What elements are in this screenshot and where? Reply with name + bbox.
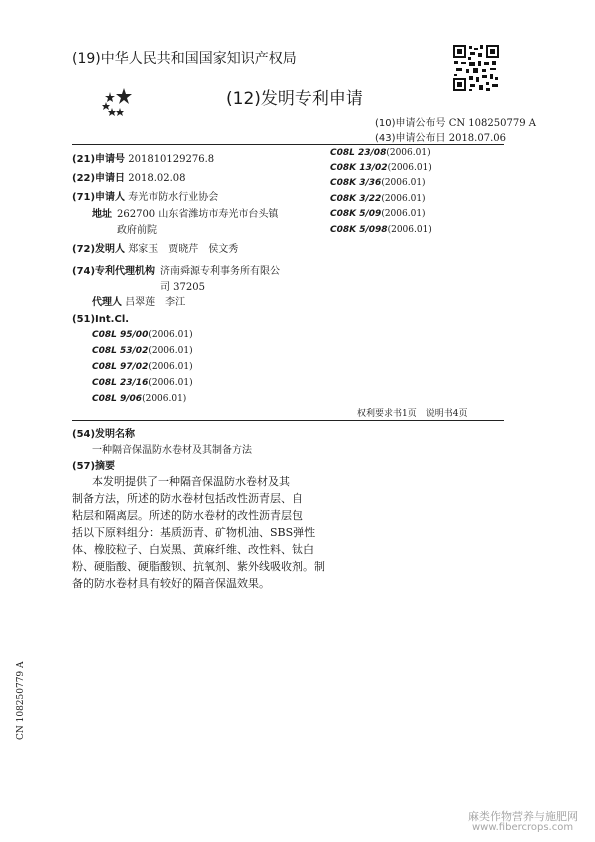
patent-office-emblem	[98, 86, 136, 120]
biblio-divider	[72, 420, 504, 421]
intcl-version: (2006.01)	[387, 163, 432, 173]
agents-value: 吕翠莲 李江	[125, 297, 186, 308]
abstract-label: (57)摘要	[72, 461, 116, 472]
emblem-stars-icon	[98, 86, 136, 120]
side-publication-number: CN 108250779 A	[16, 661, 26, 740]
intcl-code: C08K 5/09	[330, 209, 382, 219]
intcl-version: (2006.01)	[381, 209, 426, 219]
publication-number-label: (10)申请公布号	[375, 118, 446, 129]
agents	[92, 293, 185, 308]
intcl-item	[92, 394, 186, 404]
inventors	[72, 240, 238, 255]
publication-number	[375, 114, 536, 129]
watermark-line-2: www.fibercrops.com	[472, 822, 574, 833]
right-intcl-item	[330, 148, 431, 158]
intcl-code: C08L 97/02	[92, 362, 149, 372]
intcl-version: (2006.01)	[148, 330, 193, 340]
header-divider	[72, 144, 504, 145]
intcl-code: C08L 23/08	[330, 148, 387, 158]
intcl-code: C08L 23/16	[92, 378, 149, 388]
right-intcl-item	[330, 163, 432, 173]
applicant	[72, 188, 218, 203]
intcl-version: (2006.01)	[148, 378, 193, 388]
right-intcl-item	[330, 178, 426, 188]
intcl-code: C08K 5/098	[330, 225, 388, 235]
address-line-2: 政府前院	[117, 225, 157, 236]
abstract-line: 粘层和隔离层。所述的防水卷材的改性沥青层包	[72, 509, 303, 522]
applicant-label: (71)申请人	[72, 192, 126, 203]
intcl-code: C08K 3/36	[330, 178, 382, 188]
application-date	[72, 169, 186, 184]
qr-code	[452, 44, 500, 92]
intcl-version: (2006.01)	[148, 362, 193, 372]
right-intcl-item	[330, 194, 426, 204]
agency-label: (74)专利代理机构	[72, 266, 156, 277]
intcl-version: (2006.01)	[381, 178, 426, 188]
invention-title-label: (54)发明名称	[72, 429, 136, 440]
abstract-line: 制备方法，所述的防水卷材包括改性沥青层、自	[72, 492, 303, 505]
intcl-version: (2006.01)	[386, 148, 431, 158]
intcl-code: C08K 13/02	[330, 163, 388, 173]
application-number-value: 201810129276.8	[128, 154, 215, 165]
intcl-code: C08L 53/02	[92, 346, 149, 356]
publication-date-label: (43)申请公布日	[375, 133, 446, 144]
intcl-version: (2006.01)	[148, 346, 193, 356]
abstract-line: 体、橡胶粒子、白炭黑、黄麻纤维、改性料、钛白	[72, 543, 314, 556]
abstract-line: 括以下原料组分：基质沥青、矿物机油、SBS弹性	[72, 526, 316, 539]
publication-date-value: 2018.07.06	[448, 133, 506, 144]
application-date-value: 2018.02.08	[128, 173, 186, 184]
publication-number-value: CN 108250779 A	[448, 118, 536, 129]
office-name: (19)中华人民共和国国家知识产权局	[72, 51, 297, 67]
abstract-line: 备的防水卷材具有较好的隔音保温效果。	[72, 577, 270, 590]
document-type-title: (12)发明专利申请	[226, 89, 363, 109]
application-date-label: (22)申请日	[72, 173, 126, 184]
intcl-version: (2006.01)	[381, 194, 426, 204]
inventors-label: (72)发明人	[72, 244, 126, 255]
intcl-version: (2006.01)	[387, 225, 432, 235]
invention-title: 一种隔音保温防水卷材及其制备方法	[92, 445, 252, 456]
intcl-code: C08L 9/06	[92, 394, 143, 404]
agents-label: 代理人	[92, 297, 122, 308]
watermark-line-1: 麻类作物营养与施肥网	[468, 810, 578, 823]
pages-info: 权利要求书1页 说明书4页	[357, 409, 468, 419]
publication-date	[375, 129, 506, 144]
inventors-value: 郑家玉 贾晓芹 侯文秀	[128, 244, 239, 255]
abstract-line: 本发明提供了一种隔音保温防水卷材及其	[92, 475, 290, 488]
applicant-value: 寿光市防水行业协会	[128, 192, 219, 203]
application-number	[72, 150, 214, 165]
intcl-code: C08K 3/22	[330, 194, 382, 204]
intcl-item	[92, 362, 193, 372]
right-intcl-item	[330, 225, 432, 235]
right-intcl-item	[330, 209, 426, 219]
application-number-label: (21)申请号	[72, 154, 126, 165]
address-line-1: 262700 山东省潍坊市寿光市台头镇	[117, 209, 279, 220]
intcl-version: (2006.01)	[142, 394, 187, 404]
intcl-code: C08L 95/00	[92, 330, 149, 340]
agency-line-1: 济南舜源专利事务所有限公	[160, 266, 280, 277]
intcl-item	[92, 330, 193, 340]
intcl-item	[92, 378, 193, 388]
address-label: 地址	[92, 209, 112, 220]
intcl-item	[92, 346, 193, 356]
agency-line-2: 司 37205	[160, 282, 205, 293]
abstract-line: 粉、硬脂酸、硬脂酸钡、抗氧剂、紫外线吸收剂。制	[72, 560, 325, 573]
intcl-label: (51)Int.Cl.	[72, 314, 130, 325]
